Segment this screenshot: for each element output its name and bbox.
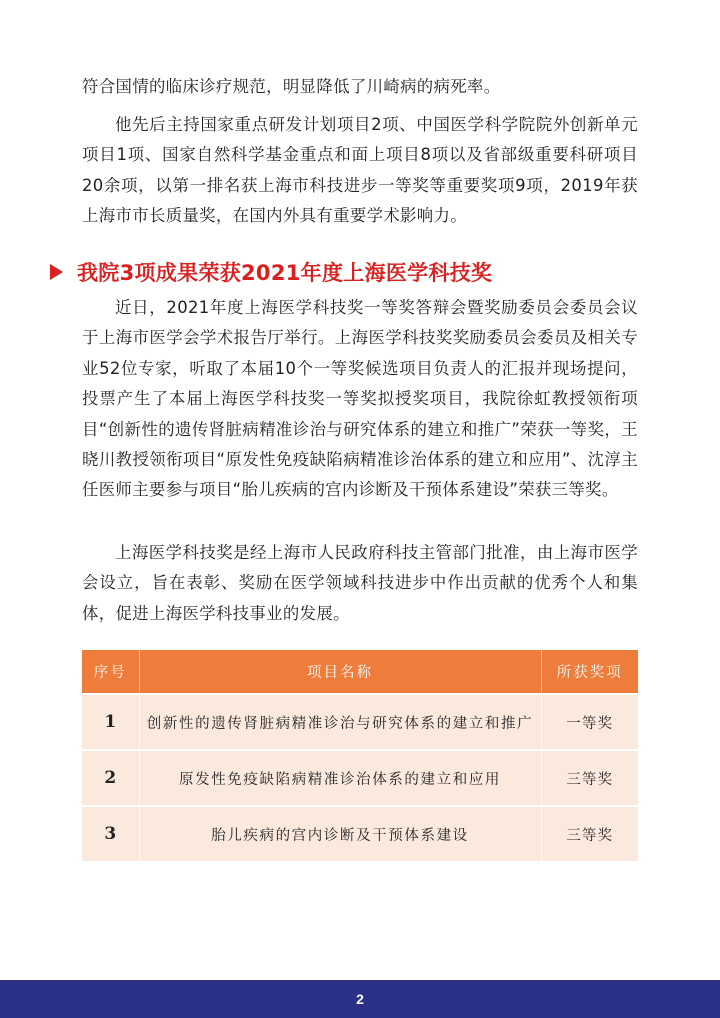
- table-row: [82, 694, 638, 750]
- row-project-name: 胎儿疾病的宫内诊断及干预体系建设: [139, 806, 541, 861]
- table-row: [82, 806, 638, 861]
- paragraph-intro-end: 符合国情的临床诊疗规范，明显降低了川崎病的病死率。: [82, 77, 501, 96]
- row-award: 三等奖: [541, 806, 638, 861]
- table-row: [82, 750, 638, 806]
- page-number: 2: [356, 991, 364, 1007]
- header-number: 序号: [82, 650, 139, 694]
- row-award: 一等奖: [541, 694, 638, 750]
- row-project-name: 原发性免疫缺陷病精准诊治体系的建立和应用: [139, 750, 541, 806]
- header-project-name: 项目名称: [139, 650, 541, 694]
- triangle-right-icon: [50, 264, 63, 280]
- page-footer: [0, 980, 720, 1018]
- section-heading: [50, 255, 492, 289]
- row-award: 三等奖: [541, 750, 638, 806]
- header-award: 所获奖项: [541, 650, 638, 694]
- paragraph-award-news: 近日，2021年度上海医学科技奖一等奖答辩会暨奖励委员会委员会议于上海市医学会学术报告厅举行。上海医学科技奖奖励委员会委员及相关专业52位专家，听取了本届10个一等奖候选项目负责人的汇报并现场提问，投票产生了本届上海医学科技奖一等奖拟授奖项目，我院徐虹教授领衔项目“创新性的遗传肾脏病精准诊治与研究体系的建立和推广”荣获一等奖，王晓川教授领衔项目“原发性免疫缺陷病精准诊治体系的建立和应用”、沈淳主任医师主要参与项目“胎儿疾病的宫内诊断及干预体系建设”荣获三等奖。: [82, 298, 638, 500]
- table-header-row: [82, 650, 638, 694]
- awards-table: [82, 650, 638, 861]
- row-project-name: 创新性的遗传肾脏病精准诊治与研究体系的建立和推广: [139, 694, 541, 750]
- row-number: 3: [82, 806, 139, 861]
- paragraph-award-description: 上海医学科技奖是经上海市人民政府科技主管部门批准，由上海市医学会设立，旨在表彰、奖励在医学领域科技进步中作出贡献的优秀个人和集体，促进上海医学科技事业的发展。: [82, 543, 638, 623]
- row-number: 2: [82, 750, 139, 806]
- row-number: 1: [82, 694, 139, 750]
- paragraph-achievements: 他先后主持国家重点研发计划项目2项、中国医学科学院院外创新单元项目1项、国家自然科学基金重点和面上项目8项以及省部级重要科研项目20余项，以第一排名获上海市科技进步一等奖等重要奖项9项，2019年获上海市市长质量奖，在国内外具有重要学术影响力。: [82, 115, 638, 226]
- section-heading-text: 我院3项成果荣获2021年度上海医学科技奖: [77, 261, 493, 285]
